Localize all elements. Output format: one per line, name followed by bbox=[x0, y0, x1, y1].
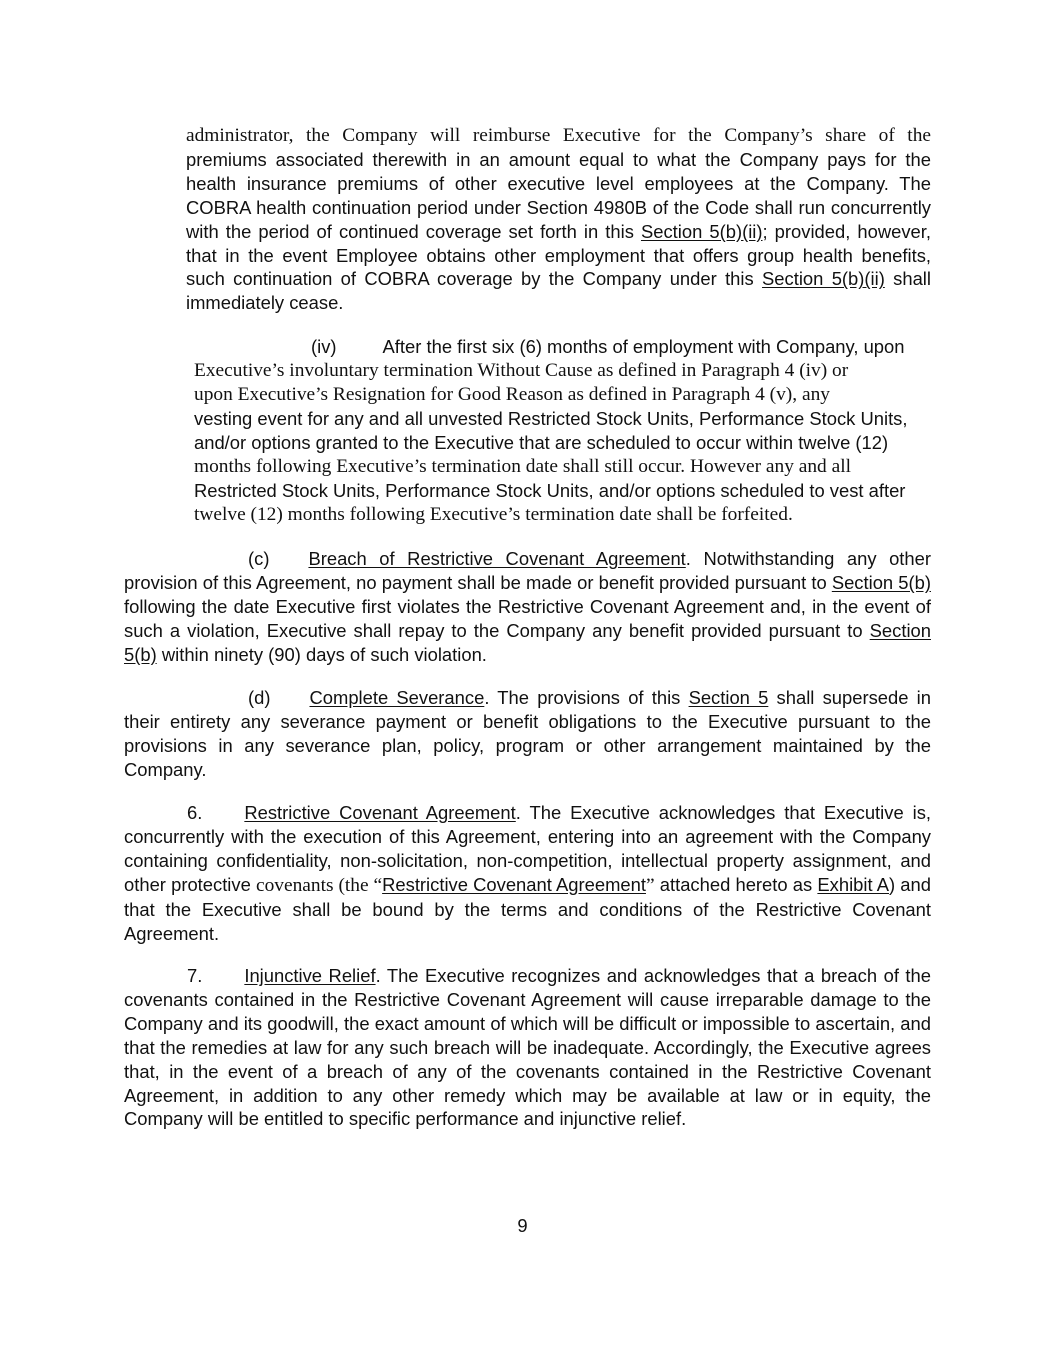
section-5-reference: Section 5 bbox=[688, 687, 769, 708]
section-6-heading: Restrictive Covenant Agreement bbox=[244, 802, 516, 823]
paragraph-cobra-continuation bbox=[186, 123, 931, 315]
section-6-text-2: covenants (the “ bbox=[256, 874, 383, 896]
paragraph-d-text-1: . The provisions of this bbox=[484, 687, 681, 708]
paragraph-c-heading: Breach of Restrictive Covenant Agreement bbox=[308, 548, 686, 569]
paragraph-d-heading: Complete Severance bbox=[309, 687, 485, 708]
paragraph-iv-line-6: months following Executive’s termination date shall still occur. However any and all bbox=[194, 456, 851, 477]
section-5b-reference: Section 5(b) bbox=[831, 571, 931, 593]
paragraph-iv-line-1: After the first six (6) months of employment with Company, upon bbox=[382, 336, 905, 357]
paragraph-cobra-proviso: ; provided, however, that in the event Employee obtains other employment that offers group health benefits, such continuation of COBRA coverage by the Company under this bbox=[186, 220, 931, 290]
paragraph-c bbox=[124, 547, 931, 667]
section-6 bbox=[124, 801, 931, 945]
section-6-text-4: ) and that the Executive shall be bound by the terms and conditions of the Restrictive Covenant Agreement. bbox=[124, 873, 931, 944]
section-5bii-reference-2: Section 5(b)(ii) bbox=[762, 268, 885, 290]
paragraph-c-text-2: following the date Executive first violates the Restrictive Covenant Agreement and, in the event of such a violation, Executive shall repay to the Company any benefit provided pursuant to bbox=[124, 595, 931, 641]
paragraph-c-text-3: within ninety (90) days of such violation. bbox=[161, 643, 487, 665]
section-6-quote-close: ” bbox=[645, 874, 655, 896]
section-7 bbox=[124, 964, 931, 1131]
section-7-number: 7. bbox=[187, 965, 203, 986]
paragraph-iv-line-8: twelve (12) months following Executive’s termination date shall be forfeited. bbox=[194, 504, 793, 525]
restrictive-covenant-agreement-definition: Restrictive Covenant Agreement bbox=[382, 873, 646, 895]
exhibit-a-reference: Exhibit A bbox=[817, 873, 890, 895]
paragraph-iv-line-2: Executive’s involuntary termination Without Cause as defined in Paragraph 4 (iv) or bbox=[194, 360, 849, 381]
paragraph-d bbox=[124, 686, 931, 782]
paragraph-iv-line-3: upon Executive’s Resignation for Good Reason as defined in Paragraph 4 (v), any bbox=[194, 384, 830, 405]
page-number: 9 bbox=[517, 1215, 528, 1236]
section-5bii-reference: Section 5(b)(ii) bbox=[640, 220, 763, 242]
section-6-text-1: . The Executive acknowledges that Executive is, concurrently with the execution of this Agreement, entering into an agreement with the Company containing confidentiality, non-solicitation, non-competition, intellectual property assignment, and other protective bbox=[124, 802, 932, 895]
paragraph-iv-line-7: Restricted Stock Units, Performance Stock Units, and/or options scheduled to vest after bbox=[194, 480, 906, 501]
paragraph-iv-line-4: vesting event for any and all unvested Restricted Stock Units, Performance Stock Units, bbox=[194, 408, 908, 429]
paragraph-c-text-1: . Notwithstanding any other provision of this Agreement, no payment shall be made or benefit provided pursuant to bbox=[124, 548, 931, 593]
section-7-text: . The Executive recognizes and acknowledges that a breach of the covenants contained in the Restrictive Covenant Agreement will cause irreparable damage to the Company and its goodwill, the exact amount of which will be difficult or impossible to ascertain, and that the remedies at law for any such breach will be inadequate. Accordingly, the Executive agrees that, in the event of a breach of any of the covenants contained in the Restrictive Covenant Agreement, in addition to any other remedy which may be available at law or in equity, the Company will be entitled to specific performance and injunctive relief. bbox=[124, 965, 931, 1130]
paragraph-d-text-2: shall supersede in their entirety any severance payment or benefit obligations to the Executive pursuant to the provisions in any severance plan, policy, program or other arrangement maintained by the Company. bbox=[124, 687, 931, 780]
paragraph-cobra-end: shall immediately cease. bbox=[186, 268, 931, 314]
section-5b-reference-2: Section 5(b) bbox=[124, 619, 931, 665]
paragraph-c-number: (c) bbox=[248, 548, 270, 569]
paragraph-cobra-text: premiums associated therewith in an amount equal to what the Company pays for the health insurance premiums of other executive level employees at the Company. The COBRA health continuation period under Section 4980B of the Code shall run concurrently with the period of continued coverage set forth in this bbox=[186, 148, 931, 242]
paragraph-d-number: (d) bbox=[248, 687, 271, 708]
paragraph-iv-number: (iv) bbox=[311, 336, 337, 357]
section-6-text-3: attached hereto as bbox=[659, 873, 813, 895]
section-7-heading: Injunctive Relief bbox=[244, 965, 376, 986]
paragraph-cobra-line-1: administrator, the Company will reimburse Executive for the Company’s share of the bbox=[186, 125, 931, 146]
section-6-number: 6. bbox=[187, 802, 203, 823]
paragraph-iv-line-5: and/or options granted to the Executive that are scheduled to occur within twelve (12) bbox=[194, 432, 889, 453]
